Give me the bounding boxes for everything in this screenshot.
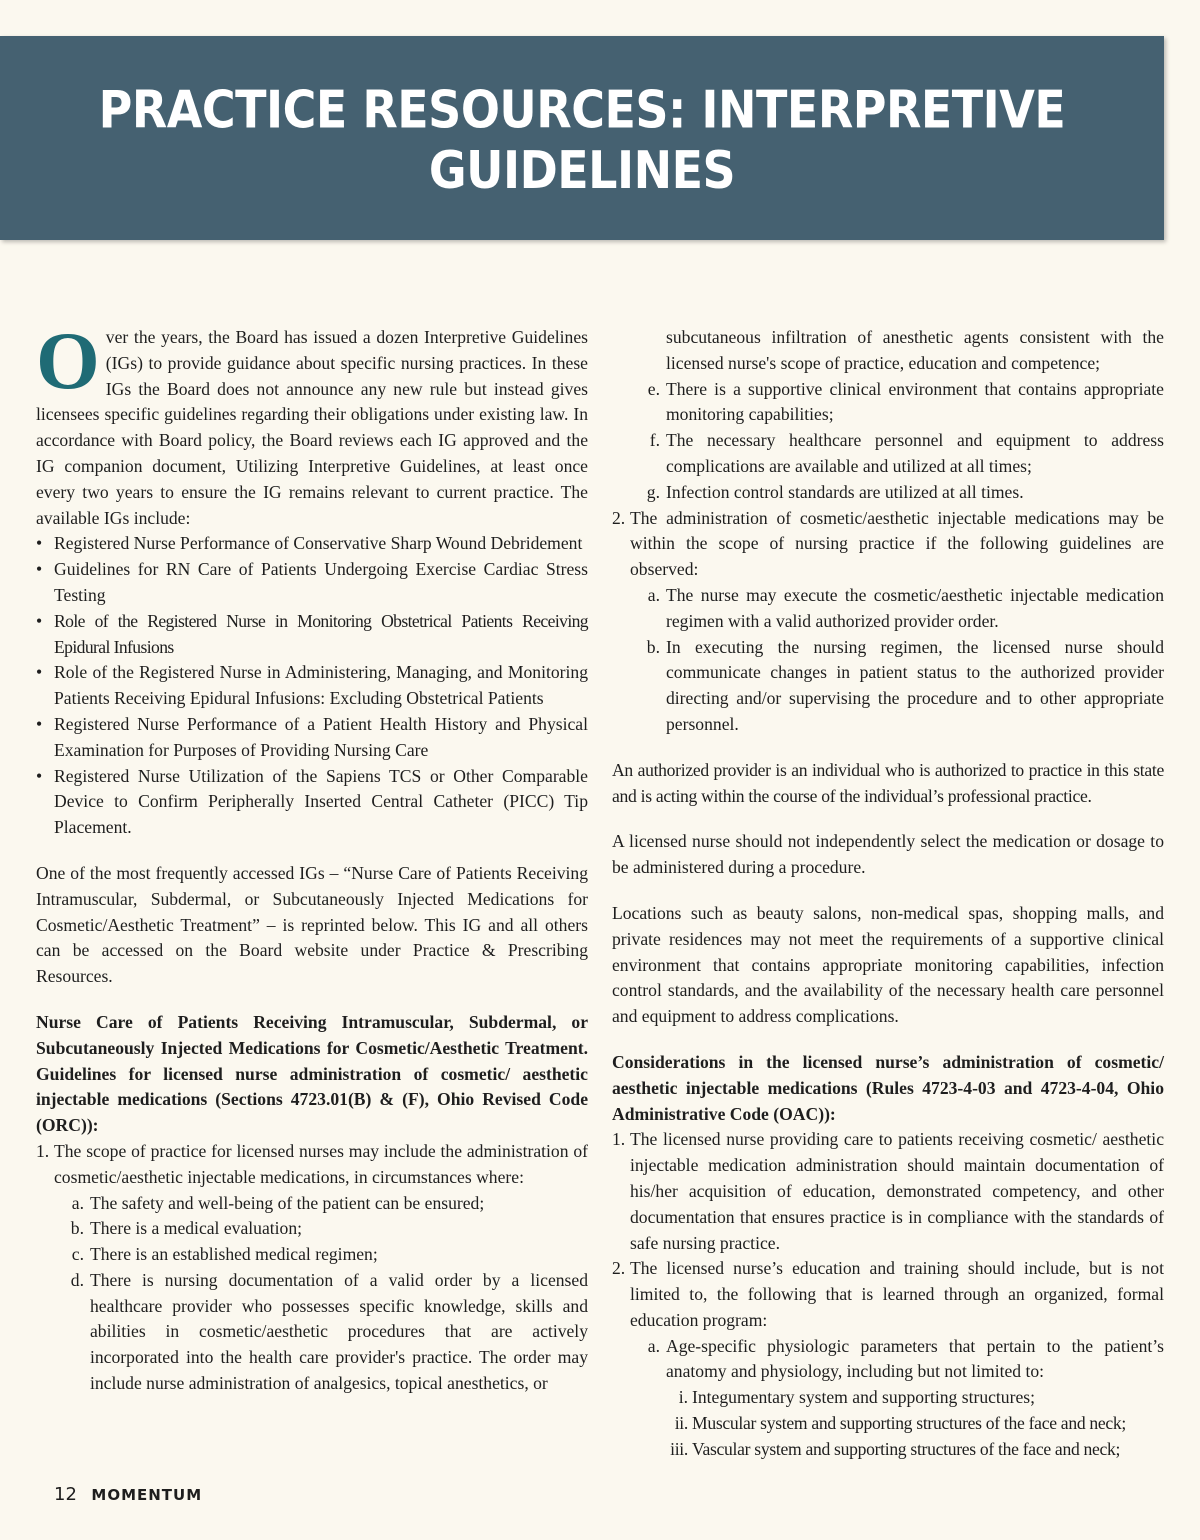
sub-list — [612, 377, 1164, 506]
list-item: • Role of the Registered Nurse in Administering, Managing, and Monitoring Patients Receiving Epidural Infusions: Excluding Obstetrical Patients — [36, 660, 588, 712]
list-item — [630, 635, 1164, 738]
list-item — [54, 1268, 588, 1397]
list-item — [630, 1334, 1164, 1463]
list-marker: g. — [646, 481, 660, 502]
list-item — [666, 1411, 1164, 1437]
item-text: Muscular system and supporting structures of the face and neck; — [692, 1413, 1127, 1434]
list-marker: i. — [678, 1387, 688, 1408]
item-text: There is a supportive clinical environment that contains appropriate monitoring capabilities; — [666, 378, 1164, 425]
right-column — [612, 325, 1164, 1463]
list-item: • Guidelines for RN Care of Patients Undergoing Exercise Cardiac Stress Testing — [36, 557, 588, 609]
list-item: • Registered Nurse Utilization of the Sapiens TCS or Other Comparable Device to Confirm Peripherally Inserted Central Catheter (PICC) Tip Placement. — [36, 764, 588, 841]
item-text: Infection control standards are utilized at all times. — [666, 481, 1024, 502]
item-text: There is an established medical regimen; — [90, 1244, 378, 1265]
item-text: The licensed nurse’s education and training should include, but is not limited to, the following that is learned through an organized, formal education program: — [630, 1258, 1164, 1330]
list-item: • Registered Nurse Performance of a Patient Health History and Physical Examination for Purposes of Providing Nursing Care — [36, 712, 588, 764]
list-item — [666, 1437, 1164, 1463]
list-item — [630, 583, 1164, 635]
left-column — [36, 315, 588, 1397]
guidelines-list — [612, 506, 1164, 738]
list-marker: f. — [649, 430, 660, 451]
list-item — [630, 377, 1164, 429]
list-item — [54, 1191, 588, 1217]
item-text: The scope of practice for licensed nurses may include the administration of cosmetic/aesthetic injectable medications, in circumstances where: — [54, 1140, 588, 1187]
magazine-name: MOMENTUM — [91, 1486, 203, 1504]
list-item: • Registered Nurse Performance of Conservative Sharp Wound Debridement — [36, 531, 588, 557]
list-marker: a. — [647, 1335, 660, 1356]
sub-list — [630, 1334, 1164, 1463]
intro-text: ver the years, the Board has issued a dozen Interpretive Guidelines (IGs) to provide guidance about specific nursing practices. In these IGs the Board does not announce any new rule but instead gives licensees specific guidelines regarding their obligations under existing law. In accordance with Board policy, the Board reviews each IG approved and the IG companion document, Utilizing Interpretive Guidelines, at least once every two years to ensure the IG remains relevant to current practice. The available IGs include: — [36, 327, 588, 528]
list-marker: a. — [71, 1192, 84, 1213]
list-marker: a. — [647, 584, 660, 605]
list-item — [612, 1127, 1164, 1256]
item-text: The licensed nurse providing care to patients receiving cosmetic/ aesthetic injectable medication administration should maintain documentation of his/her acquisition of education, demonstrated competency, and other documentation that ensures practice is in compliance with the standards of safe nursing practice. — [630, 1129, 1164, 1253]
list-item — [36, 1139, 588, 1397]
item-text: The administration of cosmetic/aesthetic injectable medications may be within the scope of nursing practice if the following guidelines are observed: — [630, 507, 1164, 580]
intro-paragraph — [36, 315, 588, 531]
scope-list — [36, 1139, 588, 1397]
ig-list — [36, 531, 588, 841]
list-marker: 2. — [612, 507, 626, 528]
list-marker: c. — [71, 1244, 84, 1265]
provider-paragraph: An authorized provider is an individual who is authorized to practice in this state and is acting within the course of the individual’s professional practice. — [612, 759, 1164, 806]
item-text: In executing the nursing regimen, the licensed nurse should communicate changes in patient status to the authorized provider directing and/or supervising the procedure and to other appropriate personnel. — [666, 636, 1164, 734]
list-item — [630, 480, 1164, 506]
title-banner — [0, 36, 1164, 240]
item-text: Integumentary system and supporting structures; — [692, 1387, 1036, 1408]
list-item — [54, 1216, 588, 1242]
page-title: PRACTICE RESOURCES: INTERPRETIVE GUIDELINES — [98, 79, 1066, 201]
sub-list — [54, 1191, 588, 1397]
list-marker: iii. — [670, 1438, 688, 1459]
continuation-text: subcutaneous infiltration of anesthetic agents consistent with the licensed nurse's scope of practice, education and competence; — [666, 327, 1164, 373]
item-text: There is a medical evaluation; — [90, 1218, 303, 1239]
item-text: Age-specific physiologic parameters that pertain to the patient’s anatomy and physiology, including but not limited to: — [666, 1335, 1164, 1382]
list-item — [612, 506, 1164, 738]
page-footer — [54, 1484, 202, 1505]
page-number: 12 — [54, 1484, 77, 1505]
list-item — [630, 428, 1164, 480]
list-item — [666, 1385, 1164, 1411]
ig-heading: Nurse Care of Patients Receiving Intramuscular, Subdermal, or Subcutaneously Injected Medications for Cosmetic/Aesthetic Treatment. Guidelines for licensed nurse administration of cosmetic/ aesthetic injectable medications (Sections 4723.01(B) & (F), Ohio Revised Code (ORC)): — [36, 1011, 588, 1136]
roman-list — [666, 1385, 1164, 1462]
selection-paragraph: A licensed nurse should not independently select the medication or dosage to be administered during a procedure. — [612, 831, 1164, 878]
list-marker: d. — [70, 1269, 84, 1290]
list-marker: 1. — [612, 1129, 626, 1150]
list-marker: b. — [646, 636, 660, 657]
drop-cap: O — [36, 315, 100, 406]
reprint-paragraph: One of the most frequently accessed IGs – “Nurse Care of Patients Receiving Intramuscular, Subdermal, or Subcutaneously Injected Medications for Cosmetic/Aesthetic Treatment” – is reprinted below. This IG and all others can be accessed on the Board website under Practice & Prescribing Resources. — [36, 862, 588, 987]
list-item — [612, 1256, 1164, 1462]
sub-list — [630, 583, 1164, 738]
considerations-list — [612, 1127, 1164, 1462]
list-item — [54, 1242, 588, 1268]
locations-paragraph: Locations such as beauty salons, non-medical spas, shopping malls, and private residences may not meet the requirements of a supportive clinical environment that contains appropriate monitoring capabilities, infection control standards, and the availability of the necessary health care personnel and equipment to address complications. — [612, 902, 1164, 1027]
item-text: The necessary healthcare personnel and equipment to address complications are available and utilized at all times; — [666, 430, 1164, 476]
item-text: Vascular system and supporting structures of the face and neck; — [692, 1438, 1121, 1459]
list-marker: b. — [70, 1218, 84, 1239]
item-text: The nurse may execute the cosmetic/aesthetic injectable medication regimen with a valid authorized provider order. — [666, 584, 1164, 631]
list-marker: ii. — [674, 1413, 688, 1434]
item-text: The safety and well-being of the patient can be ensured; — [90, 1192, 485, 1213]
considerations-heading: Considerations in the licensed nurse’s administration of cosmetic/ aesthetic injectable medications (Rules 4723-4-03 and 4723-4-04, Ohio Administrative Code (OAC)): — [612, 1051, 1164, 1124]
list-marker: 1. — [36, 1140, 50, 1161]
list-item: • Role of the Registered Nurse in Monitoring Obstetrical Patients Receiving Epidural Infusions — [36, 609, 588, 661]
item-text: There is nursing documentation of a valid order by a licensed healthcare provider who possesses specific knowledge, skills and abilities in cosmetic/aesthetic procedures that are actively incorporated into the health care provider's practice. The order may include nurse administration of analgesics, topical anesthetics, or — [90, 1269, 588, 1394]
list-marker: 2. — [612, 1258, 626, 1279]
list-marker: e. — [647, 378, 660, 399]
